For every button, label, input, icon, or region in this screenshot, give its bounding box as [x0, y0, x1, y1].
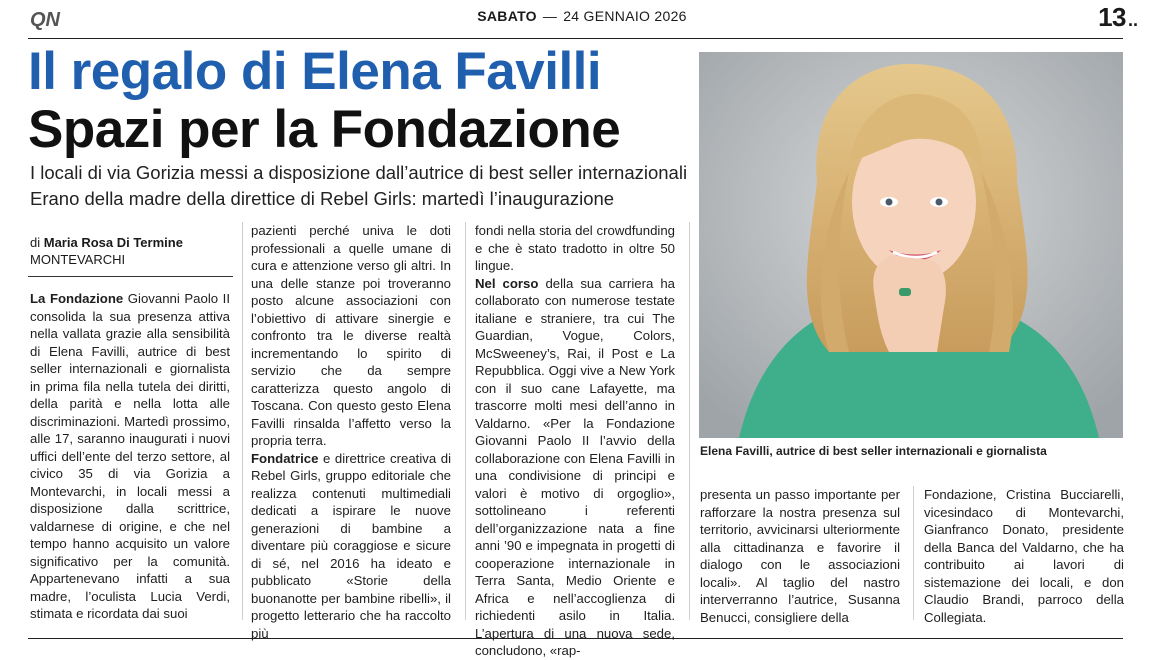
article-headline: Spazi per la Fondazione: [28, 100, 621, 159]
body-column-4: [700, 486, 900, 626]
portrait-illustration: [699, 52, 1123, 438]
dateline-day: SABATO: [477, 8, 537, 24]
dateline-separator: —: [542, 8, 558, 24]
deck-line-1: I locali di via Gorizia messi a disposizione dall’autrice di best seller internazionali: [30, 162, 688, 183]
column-divider: [242, 222, 243, 620]
deck-line-2: Erano della madre della direttice di Rebel Girls: martedì l’inaugurazione: [30, 188, 615, 209]
body-column-1: [30, 290, 230, 623]
bottom-rule: [28, 638, 1123, 639]
byline-author: Maria Rosa Di Termine: [43, 235, 183, 250]
article-deck: [30, 160, 695, 212]
column-divider: [465, 222, 466, 620]
article-photo: [699, 52, 1123, 438]
top-rule: [28, 38, 1123, 39]
column-3-text-2: della sua carriera ha collaborato con numerose testate italiane e straniere, tra cui The Guardian, Vogue, Colors, McSweeney’s, Rai, il Post e La Repubblica. Oggi vive a New York con il suo cane Lafayette, ma trascorre molti mesi dell’anno in Valdarno. «Per la Fondazione Giovanni Paolo II l’avvio della collaborazione con Elena Favilli in una condivisione di principi e valori è motivo di orgoglio», sottolineano i referenti dell’organizzazione nata a fine anni ’90 e impegnata in progetti di cooperazione internazionale in Terra Santa, Medio Oriente e Africa e nell’accoglienza di richiedenti asilo in Italia. L’apertura di una nuova sede, concludono, «rap-: [475, 275, 675, 658]
byline-prefix: di: [30, 235, 41, 250]
page-number-dots: ..: [1127, 10, 1138, 30]
column-divider: [913, 486, 914, 620]
column-2-lead: Fondatrice: [251, 450, 319, 466]
body-column-2: [251, 222, 451, 642]
page-number: 13: [1098, 2, 1126, 32]
byline: [30, 234, 230, 268]
column-2-text-2: e direttrice creativa di Rebel Girls, gruppo editoriale che realizza contenuti multimediali dedicati a ispirare le nuove generazioni di bambine a diventare più coraggiose e sicure di sé, nel 2016 ha ideato e pubblicato «Storie della buonanotte per bambine ribelli», il progetto letterario che ha raccolto più: [251, 450, 451, 641]
column-4-text: presenta un passo importante per rafforzare la nostra presenza sul territorio, avvicinarsi ulteriormente alla cittadinanza e favorire il dialogo con le associazioni locali». Al taglio del nastro interverranno l’autrice, Susanna Benucci, consigliere della: [700, 487, 900, 625]
column-5-text: Fondazione, Cristina Bucciarelli, vicesindaco di Montevarchi, Gianfranco Donato, presidente della Banca del Valdarno, che ha contribuito ai lavori di sistemazione dei locali, e don Claudio Brandi, parroco della Collegiata.: [924, 487, 1124, 625]
logo-text: QN: [30, 9, 60, 30]
column-2-text: pazienti perché univa le doti professionali a quelle umane di cura e attenzione verso gli altri. In una delle stanze poi troveranno posto alcune associazioni con l’obiettivo di attivare sinergie e confronto tra le diverse realtà incrementando lo spirito di servizio che da sempre caratterizza questo angolo di Toscana. Con questo gesto Elena Favilli rinsalda l’affetto verso la propria terra.: [251, 223, 451, 448]
column-1-text: Giovanni Paolo II consolida la sua presenza attiva nella vallata grazie alla sensibilità di Elena Favilli, autrice di best seller internazionali e giornalista in prima fila nella tutela dei diritti, della parità e nella lotta alle discriminazioni. Martedì prossimo, alle 17, saranno inaugurati i nuovi uffici dell’ente del terzo settore, al civico 35 di via Gorizia a Montevarchi, in locali messi a disposizione dalla scrittrice, valdarnese di origine, e che nel tempo hanno acquisito un valore significativo per la comunità. Appartenevano infatti a sua madre, l’oculista Lucia Verdi, stimata e ricordata dai suoi: [30, 291, 230, 621]
column-3-lead: Nel corso: [475, 275, 539, 291]
body-column-3: [475, 222, 675, 660]
column-divider: [689, 222, 690, 620]
byline-rule: [28, 276, 233, 277]
dateline: [0, 8, 1164, 24]
column-3-text: fondi nella storia del crowdfunding e che è stato tradotto in oltre 50 lingue.: [475, 223, 675, 273]
byline-location: MONTEVARCHI: [30, 252, 126, 267]
dateline-date: 24 GENNAIO 2026: [563, 8, 687, 24]
body-column-5: [924, 486, 1124, 626]
column-1-lead: La Fondazione: [30, 291, 124, 306]
photo-caption: Elena Favilli, autrice di best seller internazionali e giornalista: [700, 444, 1047, 458]
article-kicker: Il regalo di Elena Favilli: [28, 42, 602, 101]
